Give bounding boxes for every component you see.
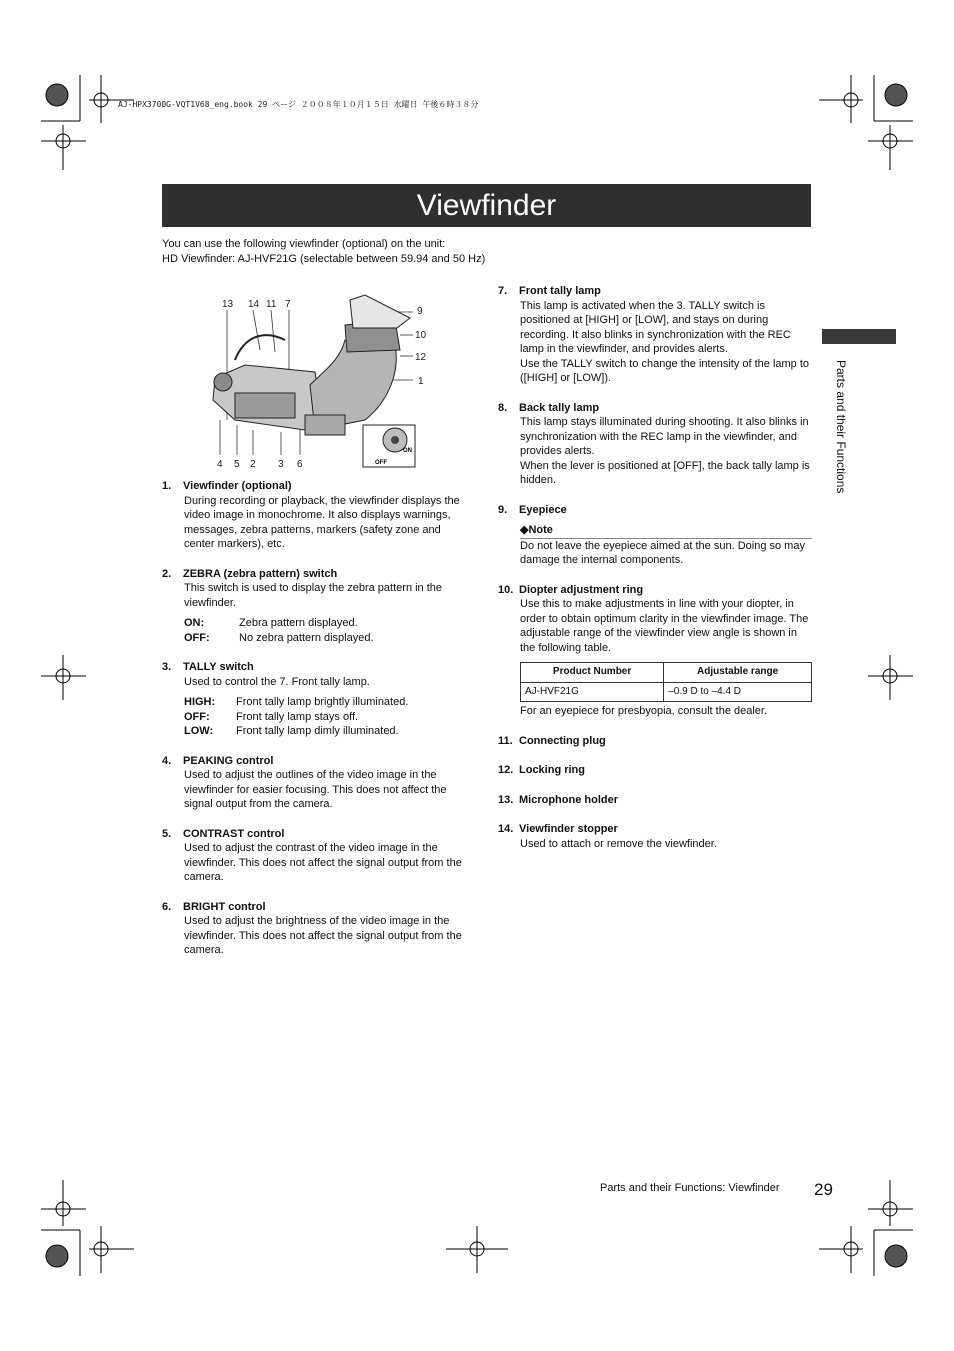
item-9: 9. Eyepiece ◆Note Do not leave the eyepiece aimed at the sun. Doing so may damage the internal components. bbox=[498, 503, 812, 568]
item-body: This switch is used to display the zebra pattern in the viewfinder. bbox=[184, 582, 443, 609]
item-3: 3. TALLY switch Used to control the 7. Front tally lamp. HIGH: Front tally lamp brightly illuminated. OFF: Front tally lamp stays off. LOW: Front tally lamp dimly illuminated. bbox=[162, 660, 472, 739]
note-heading: ◆Note bbox=[520, 523, 812, 539]
callout-10: 10 bbox=[415, 330, 427, 341]
item-body: Used to adjust the outlines of the video image in the viewfinder for easier focusing. This does not affect the signal output from the camera. bbox=[184, 769, 447, 810]
print-header: AJ-HPX3700G-VQT1V68_eng.book 29 ページ ２００８年１０月１５日 水曜日 午後６時３８分 bbox=[118, 100, 479, 109]
item-body-2: When the lever is positioned at [OFF], the back tally lamp is hidden. bbox=[520, 459, 810, 486]
callout-1: 1 bbox=[418, 376, 424, 387]
right-column bbox=[498, 284, 812, 866]
item-body: This lamp stays illuminated during shooting. It also blinks in synchronization with the REC lamp in the viewfinder, and provides alerts. bbox=[520, 416, 809, 457]
diopter-table bbox=[520, 662, 812, 702]
item-after-text: For an eyepiece for presbyopia, consult the dealer. bbox=[520, 705, 768, 717]
callout-11: 11 bbox=[266, 299, 277, 310]
item-title: PEAKING control bbox=[183, 754, 274, 767]
item-title: Back tally lamp bbox=[519, 401, 600, 414]
table-cell: AJ-HVF21G bbox=[521, 682, 664, 702]
table-header: Product Number bbox=[521, 663, 664, 683]
callout-4: 4 bbox=[217, 459, 223, 470]
page-title: Viewfinder bbox=[162, 184, 811, 227]
item-body: This lamp is activated when the 3. TALLY switch is positioned at [HIGH] or [LOW], and stays on during recording. It also blinks in synchronization with the REC lamp in the viewfinder, and provides alerts. bbox=[520, 299, 791, 355]
item-7: 7. Front tally lamp This lamp is activated when the 3. TALLY switch is positioned at [HIGH] or [LOW], and stays on during recording. It also blinks in synchronization with the REC lamp in the viewfinder, and provides alerts. Use the TALLY switch to change the intensity of the lamp to ([HIGH] or [LOW]). bbox=[498, 284, 812, 386]
item-title: Diopter adjustment ring bbox=[519, 583, 644, 596]
item-title: BRIGHT control bbox=[183, 900, 266, 913]
switch-on-label: ON bbox=[403, 448, 412, 454]
item-2: 2. ZEBRA (zebra pattern) switch This switch is used to display the zebra pattern in the viewfinder. ON: Zebra pattern displayed. OFF: No zebra pattern displayed. bbox=[162, 567, 472, 646]
item-title: TALLY switch bbox=[183, 661, 254, 673]
item-body: Use this to make adjustments in line with your diopter, in order to obtain optimum clarity in the viewfinder image. The adjustable range of the viewfinder view angle is shown in the following table. bbox=[520, 598, 809, 654]
intro-line-2: HD Viewfinder: AJ-HVF21G (selectable between 59.94 and 50 Hz) bbox=[162, 252, 486, 265]
item-12: 12. Locking ring bbox=[498, 764, 585, 776]
item-1: 1. Viewfinder (optional) During recording or playback, the viewfinder displays the video image in monochrome. It also displays warnings, messages, zebra patterns, markers (safety zone and center markers), etc. bbox=[162, 479, 472, 552]
item-body: Used to control the 7. Front tally lamp. bbox=[184, 675, 370, 688]
item-title: Front tally lamp bbox=[519, 285, 601, 297]
item-title: Connecting plug bbox=[519, 734, 606, 747]
item-body: Used to adjust the contrast of the video image in the viewfinder. This does not affect the signal output from the camera. bbox=[184, 842, 462, 883]
side-tab-label: Parts and their Functions bbox=[834, 360, 848, 494]
item-body-2: Use the TALLY switch to change the intensity of the lamp to ([HIGH] or [LOW]). bbox=[520, 357, 810, 384]
intro-line-1: You can use the following viewfinder (optional) on the unit: bbox=[162, 238, 446, 250]
callout-5: 5 bbox=[234, 459, 240, 470]
item-body: Used to adjust the brightness of the video image in the viewfinder. This does not affect the signal output from the camera. bbox=[184, 915, 462, 956]
item-4: 4. PEAKING control Used to adjust the outlines of the video image in the viewfinder for easier focusing. This does not affect the signal output from the camera. bbox=[162, 754, 472, 812]
intro-text bbox=[162, 237, 485, 266]
callout-9: 9 bbox=[417, 306, 423, 317]
item-10: 10. Diopter adjustment ring Use this to make adjustments in line with your diopter, in order to obtain optimum clarity in the viewfinder image. The adjustable range of the viewfinder view angle is shown in the following table. Product Number Adjustable range AJ-HVF21G –0.9 D to –4.4 D For an eyepiece for presbyopia, consult the dealer. bbox=[498, 583, 812, 719]
left-column bbox=[162, 479, 472, 973]
switch-off-label: OFF bbox=[375, 460, 387, 466]
item-title: Microphone holder bbox=[519, 793, 618, 806]
callout-13: 13 bbox=[222, 299, 234, 310]
side-tab-marker bbox=[822, 329, 896, 344]
item-body: During recording or playback, the viewfinder displays the video image in monochrome. It also displays warnings, messages, zebra patterns, markers (safety zone and center markers), etc. bbox=[184, 494, 460, 550]
footer-text: Parts and their Functions: Viewfinder bbox=[600, 1182, 780, 1194]
callout-7: 7 bbox=[285, 299, 291, 310]
table-header: Adjustable range bbox=[664, 663, 812, 683]
item-body: Used to attach or remove the viewfinder. bbox=[520, 837, 717, 850]
item-title: Eyepiece bbox=[519, 503, 567, 516]
callout-12: 12 bbox=[415, 352, 427, 363]
table-row bbox=[521, 682, 812, 702]
item-8: 8. Back tally lamp This lamp stays illuminated during shooting. It also blinks in synchronization with the REC lamp in the viewfinder, and provides alerts. When the lever is positioned at [OFF], the back tally lamp is hidden. bbox=[498, 401, 812, 488]
note-text: Do not leave the eyepiece aimed at the sun. Doing so may damage the internal components. bbox=[520, 539, 805, 566]
item-title: Locking ring bbox=[519, 764, 585, 776]
callout-14: 14 bbox=[248, 299, 260, 310]
item-title: Viewfinder (optional) bbox=[183, 480, 292, 492]
item-5: 5. CONTRAST control Used to adjust the contrast of the video image in the viewfinder. This does not affect the signal output from the camera. bbox=[162, 827, 472, 885]
item-11: 11. Connecting plug bbox=[498, 734, 606, 747]
viewfinder-diagram bbox=[205, 290, 425, 475]
callout-2: 2 bbox=[250, 459, 256, 470]
item-14: 14. Viewfinder stopper Used to attach or remove the viewfinder. bbox=[498, 822, 812, 851]
callout-6: 6 bbox=[297, 459, 303, 470]
callout-3: 3 bbox=[278, 459, 284, 470]
item-6: 6. BRIGHT control Used to adjust the brightness of the video image in the viewfinder. This does not affect the signal output from the camera. bbox=[162, 900, 472, 958]
table-header-row bbox=[521, 663, 812, 683]
table-cell: –0.9 D to –4.4 D bbox=[664, 682, 812, 702]
item-title: CONTRAST control bbox=[183, 827, 285, 840]
item-13: 13. Microphone holder bbox=[498, 793, 618, 806]
item-title: ZEBRA (zebra pattern) switch bbox=[183, 567, 338, 580]
item-title: Viewfinder stopper bbox=[519, 823, 618, 835]
page-number: 29 bbox=[814, 1180, 833, 1199]
